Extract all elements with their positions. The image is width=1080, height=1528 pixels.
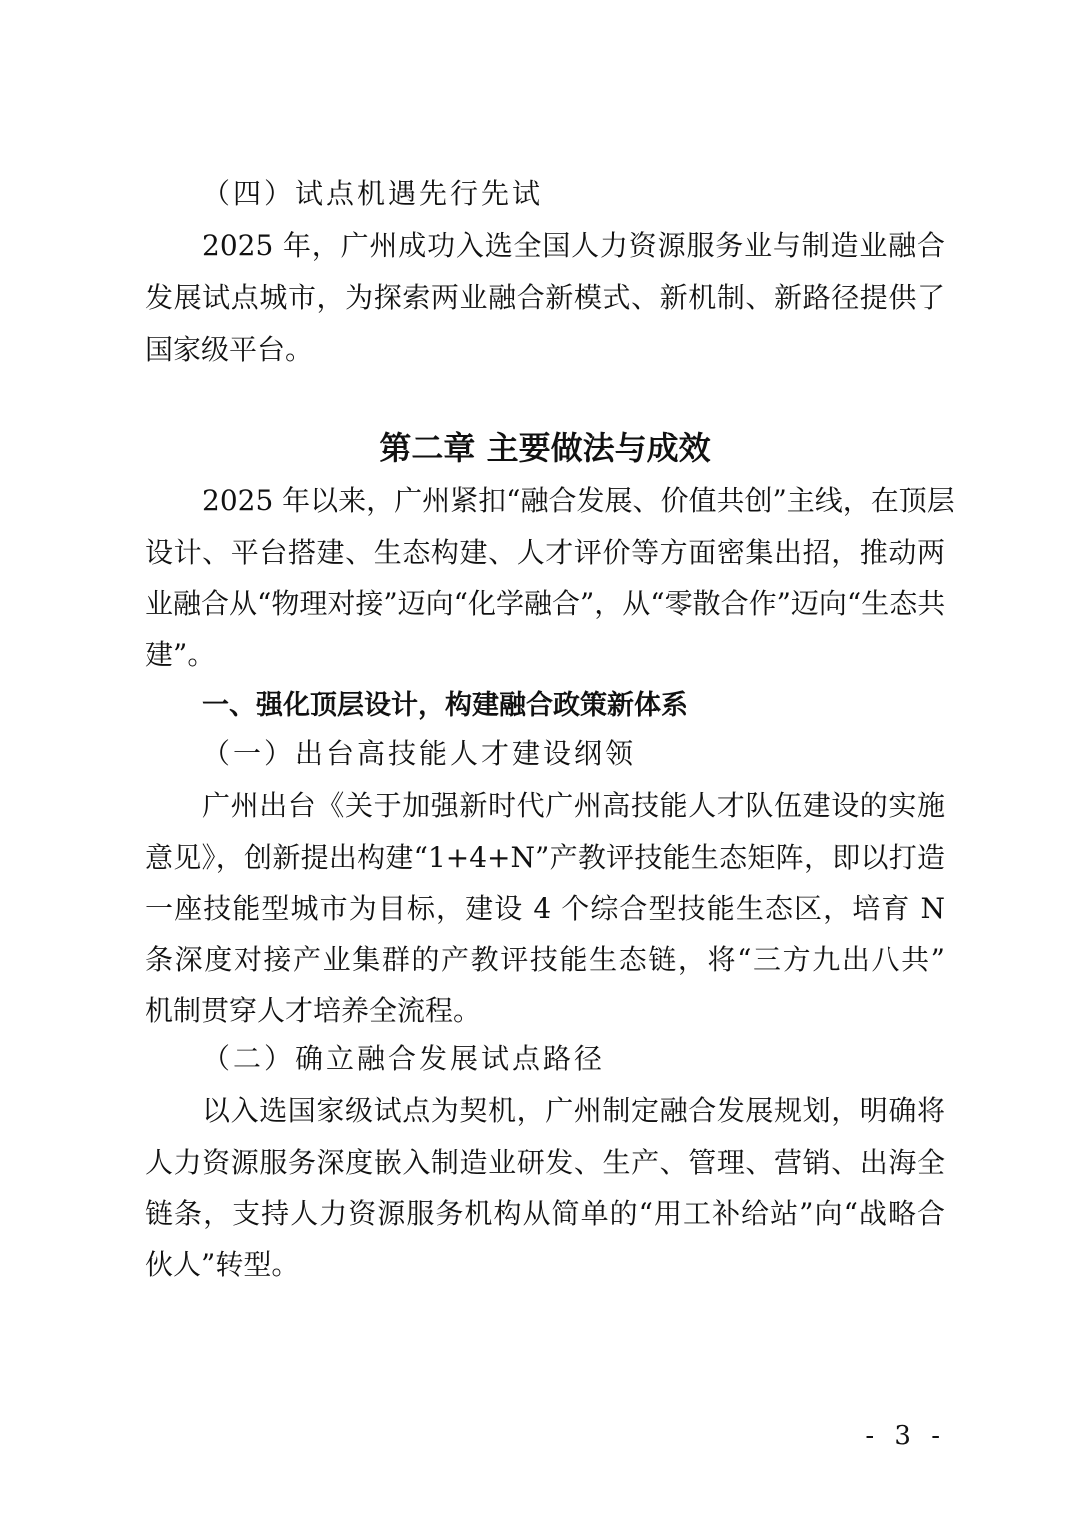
paragraph-line: 意见》，创新提出构建“1+4+N”产教评技能生态矩阵，即以打造 — [145, 841, 945, 874]
paragraph-line: 国家级平台。 — [145, 333, 314, 366]
paragraph-line: 链条，支持人力资源服务机构从简单的“用工补给站”向“战略合 — [145, 1197, 945, 1230]
subheading-1: （一）出台高技能人才建设纲领 — [202, 737, 637, 770]
page-number: - 3 - — [865, 1421, 946, 1451]
paragraph-line: 伙人”转型。 — [145, 1248, 300, 1281]
section-title: 一、强化顶层设计，构建融合政策新体系 — [202, 690, 688, 721]
paragraph-line: 发展试点城市，为探索两业融合新模式、新机制、新路径提供了 — [145, 281, 945, 314]
paragraph-line: 以入选国家级试点为契机，广州制定融合发展规划，明确将 — [202, 1094, 945, 1127]
subheading-4: （四）试点机遇先行先试 — [202, 177, 544, 210]
paragraph-line: 条深度对接产业集群的产教评技能生态链，将“三方九出八共” — [145, 943, 945, 976]
chapter-title: 第二章 主要做法与成效 — [379, 429, 711, 467]
paragraph-line: 2025 年以来，广州紧扣“融合发展、价值共创”主线，在顶层 — [202, 484, 955, 517]
paragraph-line: 设计、平台搭建、生态构建、人才评价等方面密集出招，推动两 — [145, 536, 945, 569]
subheading-2: （二）确立融合发展试点路径 — [202, 1042, 606, 1075]
paragraph-line: 业融合从“物理对接”迈向“化学融合”，从“零散合作”迈向“生态共 — [145, 587, 946, 620]
paragraph-line: 机制贯穿人才培养全流程。 — [145, 994, 482, 1027]
paragraph-line: 2025 年，广州成功入选全国人力资源服务业与制造业融合 — [202, 229, 945, 262]
paragraph-line: 建”。 — [145, 638, 216, 671]
paragraph-line: 一座技能型城市为目标，建设 4 个综合型技能生态区，培育 N — [145, 892, 945, 925]
paragraph-line: 广州出台《关于加强新时代广州高技能人才队伍建设的实施 — [202, 789, 945, 822]
paragraph-line: 人力资源服务深度嵌入制造业研发、生产、管理、营销、出海全 — [145, 1146, 945, 1179]
